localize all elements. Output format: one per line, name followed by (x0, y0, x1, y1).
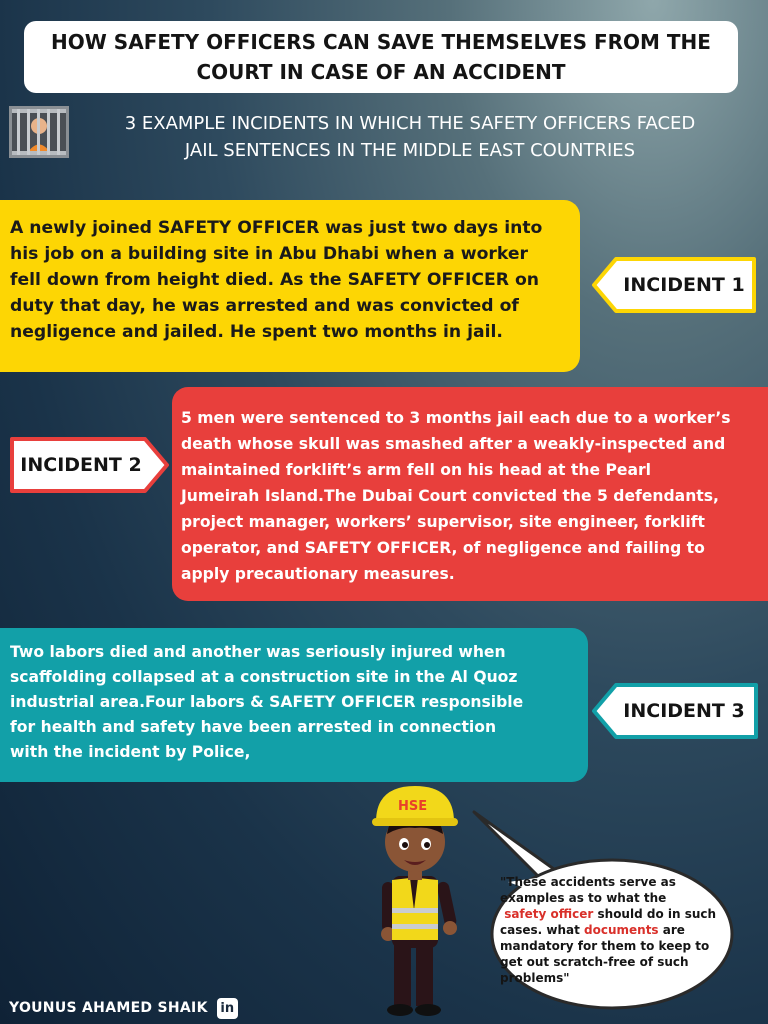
incident-1-label: INCIDENT 1 (623, 274, 745, 296)
author-name: YOUNUS AHAMED SHAIK (9, 1000, 208, 1016)
quote-text: cases. what (500, 923, 585, 937)
incident-3-line: scaffolding collapsed at a construction site in the Al Quoz (10, 668, 518, 686)
subtitle-line-2: JAIL SENTENCES IN THE MIDDLE EAST COUNTRIES (184, 140, 636, 161)
quote-highlight-safety-officer: safety officer (504, 907, 594, 921)
incident-3-card (0, 628, 588, 782)
quote-line (500, 922, 725, 938)
incident-1-line: duty that day, he was arrested and was convicted of (10, 296, 519, 316)
quote-line: get out scratch-free of such (500, 955, 689, 969)
quote-line: problems" (500, 971, 570, 985)
incident-2-line: 5 men were sentenced to 3 months jail each due to a worker’s (181, 409, 731, 427)
incident-2-line: death whose skull was smashed after a weakly-inspected and (181, 435, 726, 453)
quote-line: examples as to what the (500, 891, 667, 905)
incident-3-line: Two labors died and another was seriously injured when (10, 643, 506, 661)
safety-officer-mascot (360, 782, 470, 1018)
incident-2-line: maintained forklift’s arm fell on his head at the Pearl (181, 461, 652, 479)
incident-2-line: apply precautionary measures. (181, 565, 455, 583)
speech-bubble-text (500, 874, 725, 986)
quote-line: "These accidents serve as (500, 875, 676, 889)
subtitle-line-1: 3 EXAMPLE INCIDENTS IN WHICH THE SAFETY OFFICERS FACED (124, 113, 696, 134)
incident-1-line: his job on a building site in Abu Dhabi when a worker (10, 244, 529, 264)
linkedin-icon[interactable]: in (217, 998, 238, 1019)
incident-3-line: for health and safety have been arrested in connection (10, 718, 497, 736)
incident-2-line: operator, and SAFETY OFFICER, of negligence and failing to (181, 539, 705, 557)
quote-text: should do in such (593, 907, 717, 921)
incident-1-line: negligence and jailed. He spent two months in jail. (10, 322, 503, 342)
incident-2-label: INCIDENT 2 (20, 454, 142, 476)
incident-2-line: Jumeirah Island.The Dubai Court convicted the 5 defendants, (181, 487, 719, 505)
incident-3-label: INCIDENT 3 (623, 700, 745, 722)
title-box (24, 21, 738, 93)
incident-2-card (172, 387, 768, 601)
incident-1-card (0, 200, 580, 372)
footer (9, 997, 238, 1019)
helmet-text: HSE (398, 799, 428, 814)
title-line-1: HOW SAFETY OFFICERS CAN SAVE THEMSELVES FROM THE (51, 30, 711, 54)
incident-3-line: with the incident by Police, (10, 743, 251, 761)
title-line-2: COURT IN CASE OF AN ACCIDENT (196, 60, 566, 84)
incident-2-line: project manager, workers’ supervisor, site engineer, forklift (181, 513, 705, 531)
incident-1-tag (590, 255, 758, 315)
incident-3-line: industrial area.Four labors & SAFETY OFFICER responsible (10, 693, 524, 711)
incident-3-tag (590, 681, 760, 741)
incident-1-line: A newly joined SAFETY OFFICER was just two days into (10, 218, 543, 238)
incident-1-line: fell down from height died. As the SAFETY OFFICER on (10, 270, 539, 290)
quote-line (500, 906, 725, 922)
quote-highlight-documents: documents (584, 923, 659, 937)
subtitle (80, 110, 740, 164)
incident-2-tag (9, 436, 171, 494)
quote-line: mandatory for them to keep to (500, 939, 710, 953)
page-title (36, 27, 726, 87)
quote-text: are (658, 923, 685, 937)
jail-icon (8, 104, 70, 160)
